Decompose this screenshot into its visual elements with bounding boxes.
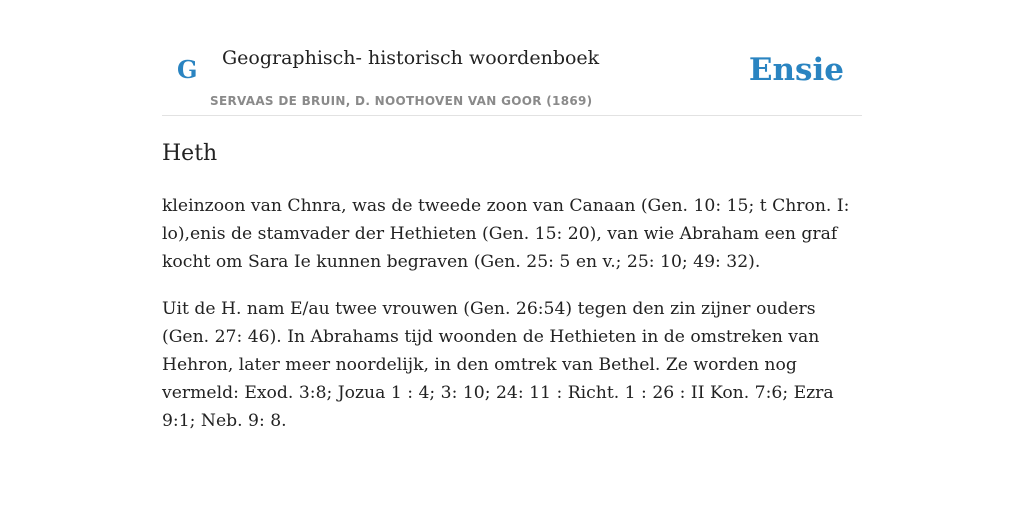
book-header [162,0,862,116]
entry-body [162,192,862,454]
page-container [162,0,862,431]
book-letter-icon[interactable]: G [177,55,198,84]
entry-paragraph: Uit de H. nam E/au twee vrouwen (Gen. 26:54) tegen den zin zijner ouders (Gen. 27: 46). In Abrahams tijd woonden de Hethieten in de omstreken van Hehron, later meer noordelijk, in den omtrek van Bethel. Ze worden nog vermeld: Exod. 3:8; Jozua 1 : 4; 3: 10; 24: 11 : Richt. 1 : 26 : II Kon. 7:6; Ezra 9:1; Neb. 9: 8. [162,299,834,431]
book-author: SERVAAS DE BRUIN, D. NOOTHOVEN VAN GOOR (1869) [210,94,593,108]
entry-paragraph: kleinzoon van Chnra, was de tweede zoon van Canaan (Gen. 10: 15; t Chron. I: lo),enis de stamvader der Hethieten (Gen. 15: 20), van wie Abraham een graf kocht om Sara Ie kunnen begraven (Gen. 25: 5 en v.; 25: 10; 49: 32). [162,196,850,272]
ensie-logo[interactable]: Ensie [748,52,844,88]
entry-title: Heth [162,141,218,166]
book-title-link[interactable]: Geographisch- historisch woordenboek [222,47,600,69]
